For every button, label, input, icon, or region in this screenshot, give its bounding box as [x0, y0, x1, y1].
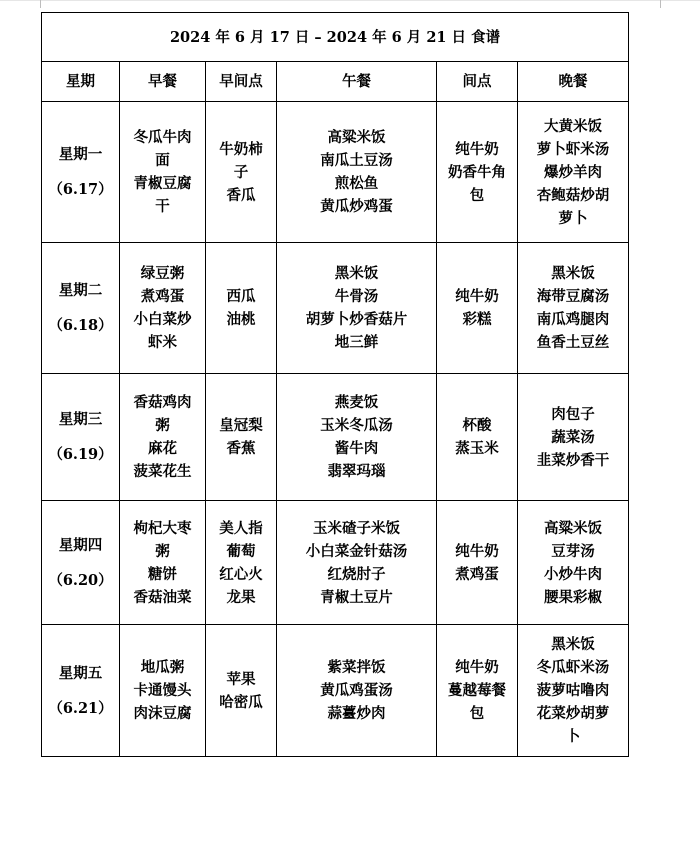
breakfast-cell: [120, 501, 206, 625]
menu-line: 蔓越莓餐: [448, 682, 506, 699]
menu-line: 胡萝卜炒香菇片: [305, 311, 408, 328]
menu-line: 海带豆腐汤: [536, 288, 610, 305]
menu-line: 包: [469, 705, 485, 722]
menu-line: 南瓜鸡腿肉: [536, 311, 610, 328]
menu-line: 紫菜拌饭: [327, 659, 386, 676]
lunch-cell: [277, 102, 437, 243]
menu-line: 煎松鱼: [334, 175, 379, 192]
header-afternoon-snack: 间点: [437, 62, 518, 102]
menu-line: 麻花: [148, 440, 177, 457]
day-name: 星期五: [58, 664, 103, 682]
menu-line: 包: [469, 186, 485, 204]
menu-line: 葡萄: [226, 542, 256, 560]
menu-line: 黑米饭: [551, 265, 595, 282]
afternoon-snack-cell: [437, 243, 518, 374]
menu-line: 大黄米饭: [544, 117, 603, 135]
menu-line: 地三鲜: [334, 334, 379, 351]
day-name: 星期二: [58, 282, 103, 299]
menu-line: 萝卜虾米汤: [536, 140, 610, 158]
menu-line: 绿豆粥: [140, 265, 185, 282]
day-date: （6.20）: [48, 571, 113, 589]
lunch-cell: [277, 501, 437, 625]
menu-line: 粥: [155, 417, 170, 434]
menu-line: 苹果: [226, 670, 256, 688]
menu-line: 翡翠玛瑙: [327, 463, 386, 480]
menu-line: 糖饼: [148, 565, 177, 583]
menu-line: 小炒牛肉: [544, 565, 603, 583]
menu-line: 纯牛奶: [455, 140, 499, 158]
menu-line: 皇冠梨: [219, 417, 263, 434]
menu-line: 彩糕: [462, 311, 492, 328]
dinner-cell: [518, 501, 629, 625]
header-row: [42, 62, 629, 102]
menu-line: 青椒豆腐: [133, 175, 192, 192]
afternoon-snack-cell: [437, 501, 518, 625]
menu-line: 纯牛奶: [455, 659, 499, 676]
day-date: （6.21）: [48, 699, 113, 717]
menu-line: 小白菜炒: [133, 311, 192, 328]
morning-snack-cell: [206, 625, 277, 757]
menu-line: 美人指: [219, 519, 263, 537]
breakfast-cell: [120, 243, 206, 374]
dinner-cell: [518, 625, 629, 757]
menu-line: 高粱米饭: [327, 129, 386, 146]
menu-line: 腰果彩椒: [544, 588, 603, 606]
title-row: [42, 13, 629, 62]
menu-line: 红烧肘子: [327, 565, 386, 583]
day-row: [42, 501, 629, 625]
dinner-cell: [518, 243, 629, 374]
page-top-border: [0, 0, 700, 1]
breakfast-cell: [120, 625, 206, 757]
crop-mark-right: [660, 0, 661, 8]
menu-line: 蔬菜汤: [551, 428, 595, 446]
header-weekday: 星期: [42, 62, 120, 102]
day-cell: [42, 625, 120, 757]
menu-line: 煮鸡蛋: [455, 565, 499, 583]
morning-snack-cell: [206, 102, 277, 243]
menu-line: 纯牛奶: [455, 542, 499, 560]
menu-line: 杏鲍菇炒胡: [536, 186, 610, 204]
day-cell: [42, 374, 120, 501]
afternoon-snack-cell: [437, 374, 518, 501]
menu-line: 卜: [565, 728, 581, 745]
menu-line: 枸杞大枣: [133, 519, 192, 537]
breakfast-cell: [120, 374, 206, 501]
weekly-menu-table: [41, 12, 629, 757]
menu-line: 牛奶柿: [219, 140, 263, 158]
menu-line: 玉米碴子米饭: [313, 519, 400, 537]
lunch-cell: [277, 374, 437, 501]
menu-line: 煮鸡蛋: [140, 288, 185, 305]
menu-line: 玉米冬瓜汤: [320, 417, 393, 434]
menu-line: 地瓜粥: [140, 659, 185, 676]
morning-snack-cell: [206, 243, 277, 374]
menu-line: 肉包子: [551, 405, 595, 423]
menu-line: 香瓜: [226, 186, 256, 204]
menu-line: 菠菜花生: [133, 463, 192, 480]
day-name: 星期三: [58, 411, 103, 428]
menu-line: 卡通馒头: [133, 682, 192, 699]
menu-line: 黄瓜炒鸡蛋: [320, 198, 393, 215]
menu-line: 鱼香土豆丝: [536, 334, 610, 351]
menu-line: 爆炒羊肉: [544, 163, 603, 181]
dinner-cell: [518, 374, 629, 501]
menu-line: 干: [155, 198, 170, 215]
menu-line: 龙果: [226, 588, 256, 606]
menu-line: 红心火: [219, 565, 263, 583]
menu-line: 子: [233, 163, 249, 181]
menu-line: 哈密瓜: [219, 693, 263, 711]
menu-line: 虾米: [148, 334, 177, 351]
day-row: [42, 243, 629, 374]
header-lunch: 午餐: [277, 62, 437, 102]
day-name: 星期一: [58, 146, 103, 163]
menu-line: 豆芽汤: [551, 542, 595, 560]
day-cell: [42, 243, 120, 374]
day-cell: [42, 501, 120, 625]
crop-mark-left: [40, 0, 41, 8]
day-row: [42, 102, 629, 243]
header-morning-snack: 早间点: [206, 62, 277, 102]
menu-line: 韭菜炒香干: [536, 451, 610, 469]
menu-line: 花菜炒胡萝: [536, 705, 610, 722]
menu-line: 蒜薹炒肉: [327, 705, 386, 722]
day-date: （6.17）: [48, 181, 113, 198]
menu-line: 油桃: [226, 311, 256, 328]
menu-line: 面: [155, 152, 170, 169]
day-date: （6.18）: [48, 317, 113, 334]
menu-line: 奶香牛角: [448, 163, 506, 181]
menu-line: 黑米饭: [551, 636, 595, 653]
menu-line: 菠萝咕噜肉: [536, 682, 610, 699]
morning-snack-cell: [206, 501, 277, 625]
menu-line: 牛骨汤: [334, 288, 379, 305]
menu-title: 2024 年 6 月 17 日 – 2024 年 6 月 21 日 食谱: [42, 13, 629, 62]
lunch-cell: [277, 625, 437, 757]
menu-line: 蒸玉米: [455, 440, 499, 457]
menu-line: 酱牛肉: [334, 440, 379, 457]
menu-line: 燕麦饭: [334, 394, 379, 411]
menu-line: 萝卜: [558, 209, 588, 227]
afternoon-snack-cell: [437, 625, 518, 757]
menu-line: 冬瓜虾米汤: [536, 659, 610, 676]
breakfast-cell: [120, 102, 206, 243]
day-cell: [42, 102, 120, 243]
menu-line: 南瓜土豆汤: [320, 152, 393, 169]
day-row: [42, 625, 629, 757]
menu-line: 纯牛奶: [455, 288, 499, 305]
menu-line: 青椒土豆片: [320, 588, 393, 606]
menu-line: 杯酸: [462, 417, 492, 434]
dinner-cell: [518, 102, 629, 243]
menu-line: 黑米饭: [334, 265, 379, 282]
menu-line: 西瓜: [226, 288, 256, 305]
menu-line: 黄瓜鸡蛋汤: [320, 682, 393, 699]
menu-line: 香菇油菜: [133, 588, 192, 606]
day-date: （6.19）: [48, 446, 113, 463]
day-row: [42, 374, 629, 501]
day-name: 星期四: [58, 536, 103, 554]
menu-line: 香菇鸡肉: [133, 394, 192, 411]
morning-snack-cell: [206, 374, 277, 501]
lunch-cell: [277, 243, 437, 374]
menu-line: 高粱米饭: [544, 519, 603, 537]
menu-line: 小白菜金针菇汤: [305, 542, 408, 560]
menu-line: 粥: [155, 542, 170, 560]
menu-line: 肉沫豆腐: [133, 705, 192, 722]
header-breakfast: 早餐: [120, 62, 206, 102]
menu-line: 冬瓜牛肉: [133, 129, 192, 146]
afternoon-snack-cell: [437, 102, 518, 243]
menu-line: 香蕉: [226, 440, 256, 457]
header-dinner: 晚餐: [518, 62, 629, 102]
